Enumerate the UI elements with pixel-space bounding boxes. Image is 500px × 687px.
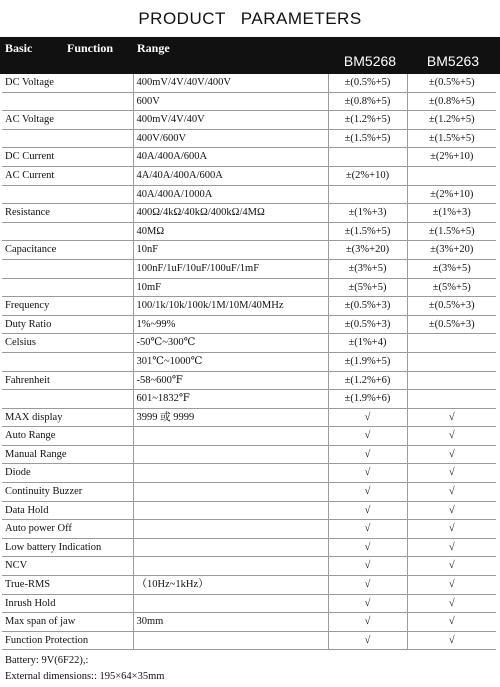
function-cell: Inrush Hold [2,594,133,613]
table-row [2,204,496,223]
bm5263-value-cell: ±(0.5%+3) [407,297,496,316]
range-cell [133,464,328,483]
function-cell: AC Voltage [2,111,133,130]
range-cell: 400V/600V [133,129,328,148]
bm5268-value-cell [328,185,407,204]
bm5263-value-cell: √ [407,520,496,539]
bm5263-value-cell: ±(0.5%+5) [407,74,496,92]
table-row [2,185,496,204]
function-cell: AC Current [2,166,133,185]
table-header [0,37,500,74]
bm5268-value-cell: ±(5%+5) [328,278,407,297]
range-cell: （10Hz~1kHz） [133,576,328,595]
function-cell: MAX display [2,408,133,427]
range-cell: 30mm [133,613,328,632]
table-row [2,538,496,557]
bm5268-value-cell: ±(1.9%+5) [328,352,407,371]
table-row [2,501,496,520]
range-cell [133,520,328,539]
bm5268-value-cell: √ [328,538,407,557]
bm5268-value-cell: ±(3%+20) [328,241,407,260]
table-row [2,445,496,464]
range-cell [133,594,328,613]
bm5268-value-cell: √ [328,520,407,539]
bm5263-value-cell: ±(0.5%+3) [407,315,496,334]
bm5263-value-cell: ±(1%+3) [407,204,496,223]
range-cell: 600V [133,92,328,111]
bm5263-value-cell: √ [407,594,496,613]
bm5268-value-cell: ±(0.5%+3) [328,315,407,334]
range-cell: 400Ω/4kΩ/40kΩ/400kΩ/4MΩ [133,204,328,223]
bm5268-value-cell: √ [328,501,407,520]
table-row [2,222,496,241]
function-cell: Diode [2,464,133,483]
table-row [2,576,496,595]
range-cell: 1%~99% [133,315,328,334]
table-row [2,352,496,371]
range-cell [133,445,328,464]
bm5263-value-cell: √ [407,408,496,427]
table-row [2,371,496,390]
bm5263-value-cell: √ [407,613,496,632]
table-row [2,483,496,502]
bm5268-value-cell: ±(0.5%+5) [328,74,407,92]
function-cell: Max span of jaw [2,613,133,632]
table-row [2,594,496,613]
function-cell [2,185,133,204]
range-cell: 400mV/4V/40V/400V [133,74,328,92]
dimensions-note: External dimensions:: 195×64×35mm [5,671,165,682]
table-row [2,166,496,185]
range-cell: 100nF/1uF/10uF/100uF/1mF [133,259,328,278]
bm5268-value-cell: √ [328,408,407,427]
function-cell [2,222,133,241]
bm5263-value-cell: √ [407,483,496,502]
range-cell [133,557,328,576]
bm5268-value-cell: ±(1.2%+5) [328,111,407,130]
function-cell: Duty Ratio [2,315,133,334]
function-cell [2,278,133,297]
parameters-table [2,74,496,650]
range-cell: 400mV/4V/40V [133,111,328,130]
bm5268-value-cell [328,148,407,167]
bm5263-value-cell: ±(1.5%+5) [407,129,496,148]
table-row [2,297,496,316]
battery-note: Battery: 9V(6F22),: [5,655,89,666]
table-row [2,334,496,353]
function-cell: Function Protection [2,631,133,650]
table-row [2,557,496,576]
bm5263-value-cell: ±(3%+20) [407,241,496,260]
function-cell: Auto power Off [2,520,133,539]
table-row [2,111,496,130]
range-cell [133,483,328,502]
bm5263-value-cell: √ [407,427,496,446]
range-cell: 3999 或 9999 [133,408,328,427]
range-cell [133,538,328,557]
header-range: Range [137,41,170,55]
bm5263-value-cell [407,371,496,390]
bm5263-value-cell: ±(2%+10) [407,148,496,167]
range-cell: 40A/400A/1000A [133,185,328,204]
range-cell: 40A/400A/600A [133,148,328,167]
table-row [2,464,496,483]
function-cell: Frequency [2,297,133,316]
function-cell: Manual Range [2,445,133,464]
header-model-bm5263: BM5263 [426,53,480,69]
bm5263-value-cell: ±(2%+10) [407,185,496,204]
function-cell: NCV [2,557,133,576]
bm5268-value-cell: ±(3%+5) [328,259,407,278]
table-row [2,427,496,446]
range-cell: 10nF [133,241,328,260]
table-row [2,129,496,148]
function-cell: Continuity Buzzer [2,483,133,502]
range-cell: 4A/40A/400A/600A [133,166,328,185]
function-cell [2,129,133,148]
bm5263-value-cell: ±(5%+5) [407,278,496,297]
bm5268-value-cell: √ [328,594,407,613]
range-cell [133,631,328,650]
bm5263-value-cell: ±(1.5%+5) [407,222,496,241]
header-model-bm5268: BM5268 [343,53,397,69]
table-row [2,74,496,92]
function-cell: Fahrenheit [2,371,133,390]
function-cell: True-RMS [2,576,133,595]
table-row [2,408,496,427]
function-cell: Celsius [2,334,133,353]
range-cell: 601~1832℉ [133,390,328,409]
table-row [2,390,496,409]
range-cell: 301℃~1000℃ [133,352,328,371]
bm5263-value-cell: √ [407,557,496,576]
function-cell [2,390,133,409]
bm5268-value-cell: ±(0.5%+3) [328,297,407,316]
function-cell: Auto Range [2,427,133,446]
table-row [2,241,496,260]
table-row [2,92,496,111]
table-row [2,259,496,278]
function-cell: Data Hold [2,501,133,520]
bm5263-value-cell [407,166,496,185]
function-cell [2,259,133,278]
bm5263-value-cell: ±(3%+5) [407,259,496,278]
range-cell: 40MΩ [133,222,328,241]
bm5268-value-cell: √ [328,576,407,595]
function-cell [2,352,133,371]
range-cell [133,427,328,446]
bm5263-value-cell: √ [407,631,496,650]
bm5263-value-cell [407,390,496,409]
range-cell: -58~600℉ [133,371,328,390]
bm5263-value-cell: √ [407,445,496,464]
range-cell: -50℃~300℃ [133,334,328,353]
bm5268-value-cell: √ [328,631,407,650]
table-row [2,148,496,167]
bm5268-value-cell: √ [328,557,407,576]
table-row [2,278,496,297]
bm5268-value-cell: ±(0.8%+5) [328,92,407,111]
bm5268-value-cell: ±(1.2%+6) [328,371,407,390]
function-cell: Low battery Indication [2,538,133,557]
bm5263-value-cell: √ [407,501,496,520]
bm5263-value-cell: ±(1.2%+5) [407,111,496,130]
function-cell: Capacitance [2,241,133,260]
function-cell: DC Voltage [2,74,133,92]
bm5268-value-cell: ±(1.5%+5) [328,222,407,241]
range-cell [133,501,328,520]
bm5268-value-cell: √ [328,427,407,446]
function-cell [2,92,133,111]
table-row [2,631,496,650]
range-cell: 100/1k/10k/100k/1M/10M/40MHz [133,297,328,316]
bm5268-value-cell: ±(1.9%+6) [328,390,407,409]
table-row [2,520,496,539]
function-cell: Resistance [2,204,133,223]
bm5268-value-cell: √ [328,613,407,632]
bm5263-value-cell [407,352,496,371]
bm5263-value-cell: ±(0.8%+5) [407,92,496,111]
bm5268-value-cell: ±(2%+10) [328,166,407,185]
bm5263-value-cell: √ [407,538,496,557]
bm5263-value-cell: √ [407,464,496,483]
bm5268-value-cell: ±(1%+4) [328,334,407,353]
bm5268-value-cell: ±(1%+3) [328,204,407,223]
function-cell: DC Current [2,148,133,167]
bm5268-value-cell: √ [328,464,407,483]
bm5263-value-cell: √ [407,576,496,595]
range-cell: 10mF [133,278,328,297]
table-row [2,315,496,334]
bm5263-value-cell [407,334,496,353]
bm5268-value-cell: √ [328,445,407,464]
page-title: PRODUCT PARAMETERS [138,9,362,28]
header-function: Function [67,41,114,55]
table-row [2,613,496,632]
header-basic: Basic [5,41,33,55]
bm5268-value-cell: ±(1.5%+5) [328,129,407,148]
bm5268-value-cell: √ [328,483,407,502]
